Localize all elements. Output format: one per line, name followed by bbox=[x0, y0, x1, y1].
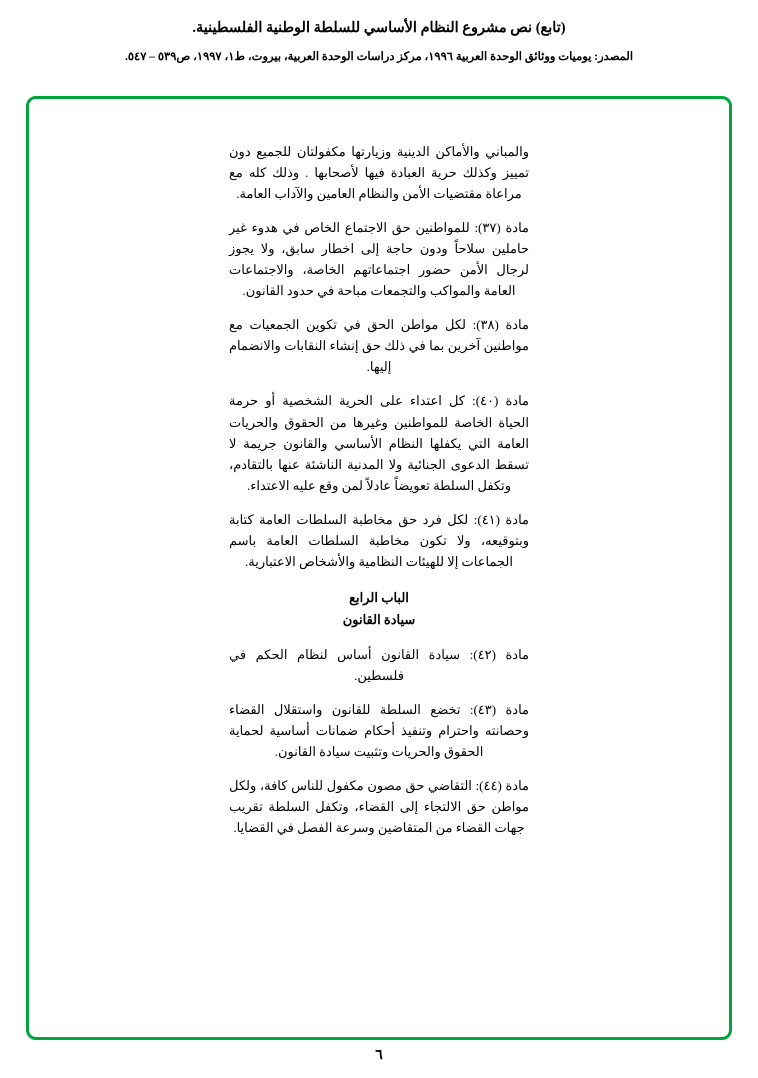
page-number: ٦ bbox=[375, 1048, 383, 1063]
section-subheading: سيادة القانون bbox=[342, 611, 416, 627]
paragraph: والمباني والأماكن الدينية وزيارتها مكفولتان للجميع دون تمييز وكذلك حرية العبادة فيها لأصحابها . وذلك كله مع مراعاة مقتضيات الأمن والنظام العامين والآداب العامة. bbox=[229, 144, 529, 202]
document-source-line: المصدر: يوميات ووثائق الوحدة العربية ١٩٩٦، مركز دراسات الوحدة العربية، بيروت، ط١، ١٩٩٧، ص٥٣٩ – ٥٤٧. bbox=[124, 50, 634, 63]
paragraph: مادة (٤٣): تخضع السلطة للقانون واستقلال القضاء وحصانته واحترام وتنفيذ أحكام ضمانات أساسية لحماية الحقوق والحريات وتثبيت سيادة القانون. bbox=[229, 702, 529, 760]
document-header bbox=[0, 0, 758, 63]
paragraph: مادة (٤١): لكل فرد حق مخاطبة السلطات العامة كتابة وبتوقيعه، ولا تكون مخاطبة السلطات العامة باسم الجماعات إلا للهيئات النظامية والأشخاص الاعتبارية. bbox=[229, 511, 529, 569]
paragraph: مادة (٤٢): سيادة القانون أساس لنظام الحكم في فلسطين. bbox=[229, 647, 530, 684]
content-frame-border bbox=[26, 96, 732, 1040]
paragraph: مادة (٤٤): التقاضي حق مصون مكفول للناس كافة، ولكل مواطن حق الالتجاء إلى القضاء، وتكفل السلطة تقريب جهات القضاء من المتقاضين وسرعة الفصل في القضايا. bbox=[229, 778, 529, 836]
section-heading: الباب الرابع bbox=[349, 589, 409, 605]
document-body bbox=[229, 141, 529, 852]
document-title: (تابع) نص مشروع النظام الأساسي للسلطة الوطنية الفلسطينية. bbox=[192, 20, 566, 36]
paragraph: مادة (٤٠): كل اعتداء على الحرية الشخصية أو حرمة الحياة الخاصة للمواطنين وغيرها من الحقوق والحريات العامة التي يكفلها النظام الأساسي والقانون جريمة لا تسقط الدعوى الجنائية ولا المدنية الناشئة عنها بالتقادم، وتكفل السلطة تعويضاً عادلاً لمن وقع عليه الاعتداء. bbox=[229, 393, 529, 493]
paragraph: مادة (٣٧): للمواطنين حق الاجتماع الخاص في هدوء غير حاملين سلاحاً ودون حاجة إلى اخطار سابق، ولا يجوز لرجال الأمن حضور اجتماعاتهم الخاصة، والاجتماعات العامة والمواكب والتجمعات مباحة في حدود القانون. bbox=[229, 220, 529, 299]
paragraph: مادة (٣٨): لكل مواطن الحق في تكوين الجمعيات مع مواطنين آخرين بما في ذلك حق إنشاء النقابات والانضمام إليها. bbox=[229, 317, 529, 375]
